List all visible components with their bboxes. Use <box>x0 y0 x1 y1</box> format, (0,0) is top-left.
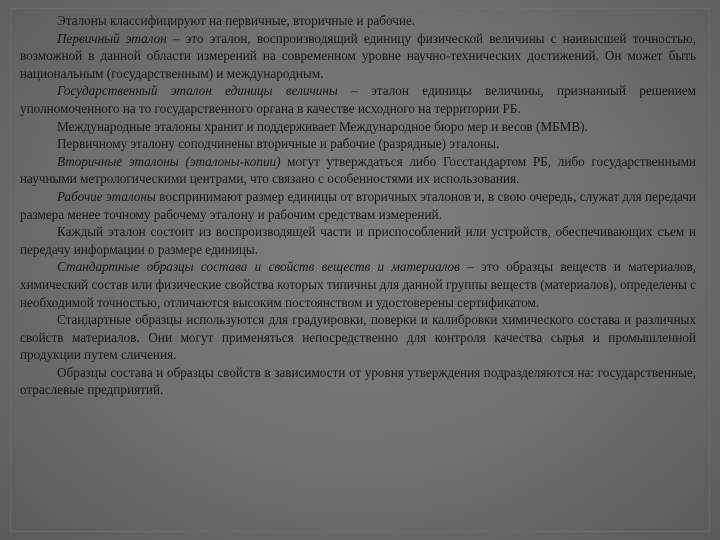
paragraph-10-part-1: Стандартные образцы используются для градуировки, поверки и калибровки химического состава и различных свойств материалов. Они могут применяться непосредственно для контроля качества сырья и промышленной продукции путем сличения. <box>20 312 696 363</box>
paragraph-1 <box>20 12 696 30</box>
paragraph-3-body: – эталон единицы величины, признанный решением уполномоченного на то государственного органа в качестве исходного на территории РБ. <box>20 83 696 116</box>
paragraph-1-part-1: Эталоны классифицируют на первичные, вторичные и рабочие. <box>57 13 416 28</box>
paragraph-5 <box>20 135 696 153</box>
paragraph-8 <box>20 223 696 258</box>
paragraph-4 <box>20 118 696 136</box>
paragraph-8-part-1: Каждый эталон состоит из воспроизводящей части и приспособлений или устройств, обеспечивающих съем и передачу информации о размере единицы. <box>20 224 696 257</box>
paragraph-3 <box>20 82 696 117</box>
paragraph-6-term: Вторичные эталоны (эталоны-копии) <box>57 153 281 169</box>
paragraph-10 <box>20 311 696 364</box>
paragraph-2-body: – это эталон, воспроизводящий единицу физической величины с наивысшей точностью, возможной в данной области измерений на современном уровне научно-технических достижений. Он может быть национальным (государственным) и международным. <box>20 30 696 81</box>
paragraph-4-part-1: Международные эталоны хранит и поддерживает Международное бюро мер и весов (МБМВ). <box>57 118 588 134</box>
paragraph-3-term: Государственный эталон единицы величины <box>57 83 338 99</box>
paragraph-6 <box>20 153 696 188</box>
document-text <box>20 12 696 399</box>
paragraph-2 <box>20 30 696 83</box>
paragraph-9 <box>20 258 696 311</box>
paragraph-11-part-1: Образцы состава и образцы свойств в зависимости от уровня утверждения подразделяются на: государственные, отраслевые предприятий. <box>20 364 696 398</box>
paragraph-9-term: Стандартные образцы состава и свойств веществ и материалов <box>57 259 460 275</box>
paragraph-5-part-1: Первичному эталону соподчинены вторичные и рабочие (разрядные) эталоны. <box>57 136 500 152</box>
paragraph-7 <box>20 188 696 223</box>
paragraph-7-term: Рабочие эталоны <box>57 188 156 204</box>
paragraph-7-body: воспринимают размер единицы от вторичных эталонов и, в свою очередь, служат для передачи размера менее точному рабочему эталону и рабочим средствам измерений. <box>20 188 696 222</box>
paragraph-2-term: Первичный эталон <box>57 30 167 46</box>
paragraph-11 <box>20 364 696 399</box>
paragraph-9-body: – это образцы веществ и материалов, химический состав или физические свойства которых типичны для данной группы веществ (материалов), определены с необходимой точностью, отличаются высоким постоянством и удостоверены сертификатом. <box>20 259 696 310</box>
paragraph-6-body: могут утверждаться либо Госстандартом РБ, либо государственными научными метрологическими центрами, что связано с особенностями их использования. <box>20 153 696 187</box>
